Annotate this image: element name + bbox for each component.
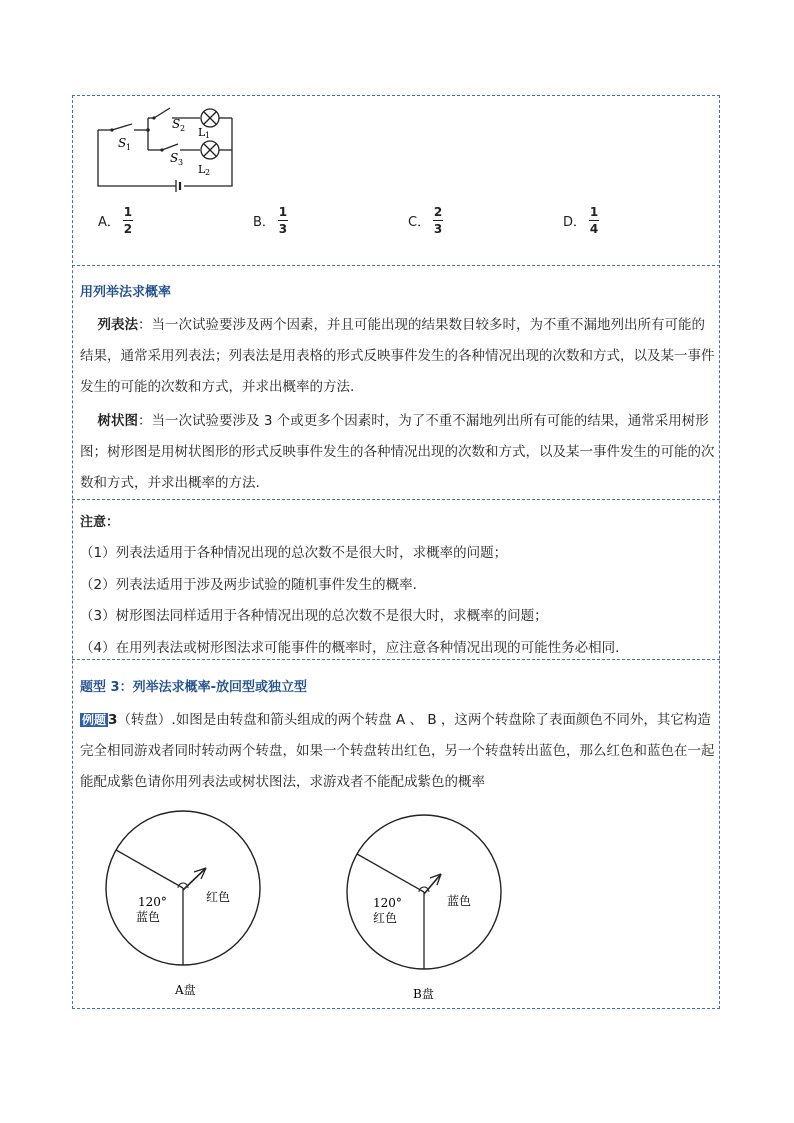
example-tag: 例题 xyxy=(82,713,107,727)
s1-sub: 1 xyxy=(126,143,132,152)
l2-sub: 2 xyxy=(205,168,211,177)
option-a-letter: A． xyxy=(98,215,120,230)
l1-label: L xyxy=(198,126,206,139)
option-c-num: 2 xyxy=(433,205,443,219)
divider-3 xyxy=(72,659,720,660)
option-b-num: 1 xyxy=(278,205,288,219)
s2-sub: 2 xyxy=(180,124,186,133)
circuit-diagram xyxy=(92,100,242,195)
option-c-fraction xyxy=(433,205,443,236)
option-a-num: 1 xyxy=(123,205,133,219)
l1-sub: 1 xyxy=(205,131,211,140)
section-heading-enumeration: 用列举法求概率 xyxy=(80,285,172,300)
option-c-den: 3 xyxy=(433,222,443,236)
option-d-num: 1 xyxy=(589,205,599,219)
spinner-b-caption: B盘 xyxy=(413,987,434,1001)
s3-label: S xyxy=(170,151,179,165)
option-a-den: 2 xyxy=(123,222,133,236)
tree-method-term: 树状图 xyxy=(97,413,139,429)
option-d-fraction xyxy=(589,205,599,236)
s1-label: S xyxy=(118,136,127,150)
option-a xyxy=(98,205,133,236)
list-method-term: 列表法 xyxy=(97,317,139,333)
example-3-paragraph xyxy=(80,705,716,798)
option-b-fraction xyxy=(278,205,288,236)
spinner-b-figure xyxy=(341,812,511,1004)
spinner-a-caption: A盘 xyxy=(175,983,196,997)
option-b xyxy=(253,205,288,236)
note-item-4: （4）在用列表法或树形图法求可能事件的概率时，应注意各种情况出现的可能性务必相同. xyxy=(80,640,620,656)
spinner-b-angle: 120° xyxy=(373,896,402,910)
option-c-letter: C． xyxy=(408,215,431,230)
list-method-text: ：当一次试验要涉及两个因素，并且可能出现的结果数目较多时，为不重不漏地列出所有可能的结果，通常采用列表法；列表法是用表格的形式反映事件发生的各种情况出现的次数和方式，以及某一事件发生的可能的次数和方式，并求出概率的方法. xyxy=(80,317,715,395)
example-text: （转盘）.如图是由转盘和箭头组成的两个转盘 A 、 B ，这两个转盘除了表面颜色不同外，其它构造完全相同游戏者同时转动两个转盘，如果一个转盘转出红色，另一个转盘转出蓝色，那么红色和蓝色在一起能配成紫色请你用列表法或树状图法，求游戏者不能配成紫色的概率 xyxy=(80,712,715,790)
note-item-2: （2）列表法适用于涉及两步试验的随机事件发生的概率. xyxy=(80,577,417,593)
l2-label: L xyxy=(198,163,206,176)
option-a-fraction xyxy=(123,205,133,236)
spinner-a-small-sector: 蓝色 xyxy=(136,910,161,924)
note-item-3: （3）树形图法同样适用于各种情况出现的总次数不是很大时，求概率的问题； xyxy=(80,608,548,624)
spinner-a-angle: 120° xyxy=(138,895,167,909)
list-method-paragraph xyxy=(80,310,716,403)
section-heading-type3: 题型 3：列举法求概率-放回型或独立型 xyxy=(80,680,307,695)
option-b-den: 3 xyxy=(278,222,288,236)
tree-method-paragraph xyxy=(80,406,716,499)
notes-title: 注意： xyxy=(80,515,120,530)
spinner-a-large-sector: 红色 xyxy=(206,890,231,904)
spinner-a-figure xyxy=(100,808,270,1000)
divider-2 xyxy=(72,499,720,500)
option-d-letter: D． xyxy=(563,215,587,230)
option-d xyxy=(563,205,599,236)
note-item-1: （1）列表法适用于各种情况出现的总次数不是很大时，求概率的问题； xyxy=(80,545,508,561)
option-d-den: 4 xyxy=(589,222,599,236)
s3-sub: 3 xyxy=(178,158,184,167)
tree-method-text: ：当一次试验要涉及 3 个或更多个因素时，为了不重不漏地列出所有可能的结果，通常采用树形图；树形图是用树状图形的形式反映事件发生的各种情况出现的次数和方式，以及某一事件发生的可能的次数和方式，并求出概率的方法. xyxy=(80,413,715,491)
divider-1 xyxy=(72,265,720,266)
spinner-b-small-sector: 红色 xyxy=(373,911,398,925)
s2-label: S xyxy=(172,117,181,131)
spinner-b-large-sector: 蓝色 xyxy=(447,894,472,908)
example-number: 3 xyxy=(108,712,118,728)
option-b-letter: B． xyxy=(253,215,275,230)
option-c xyxy=(408,205,443,236)
